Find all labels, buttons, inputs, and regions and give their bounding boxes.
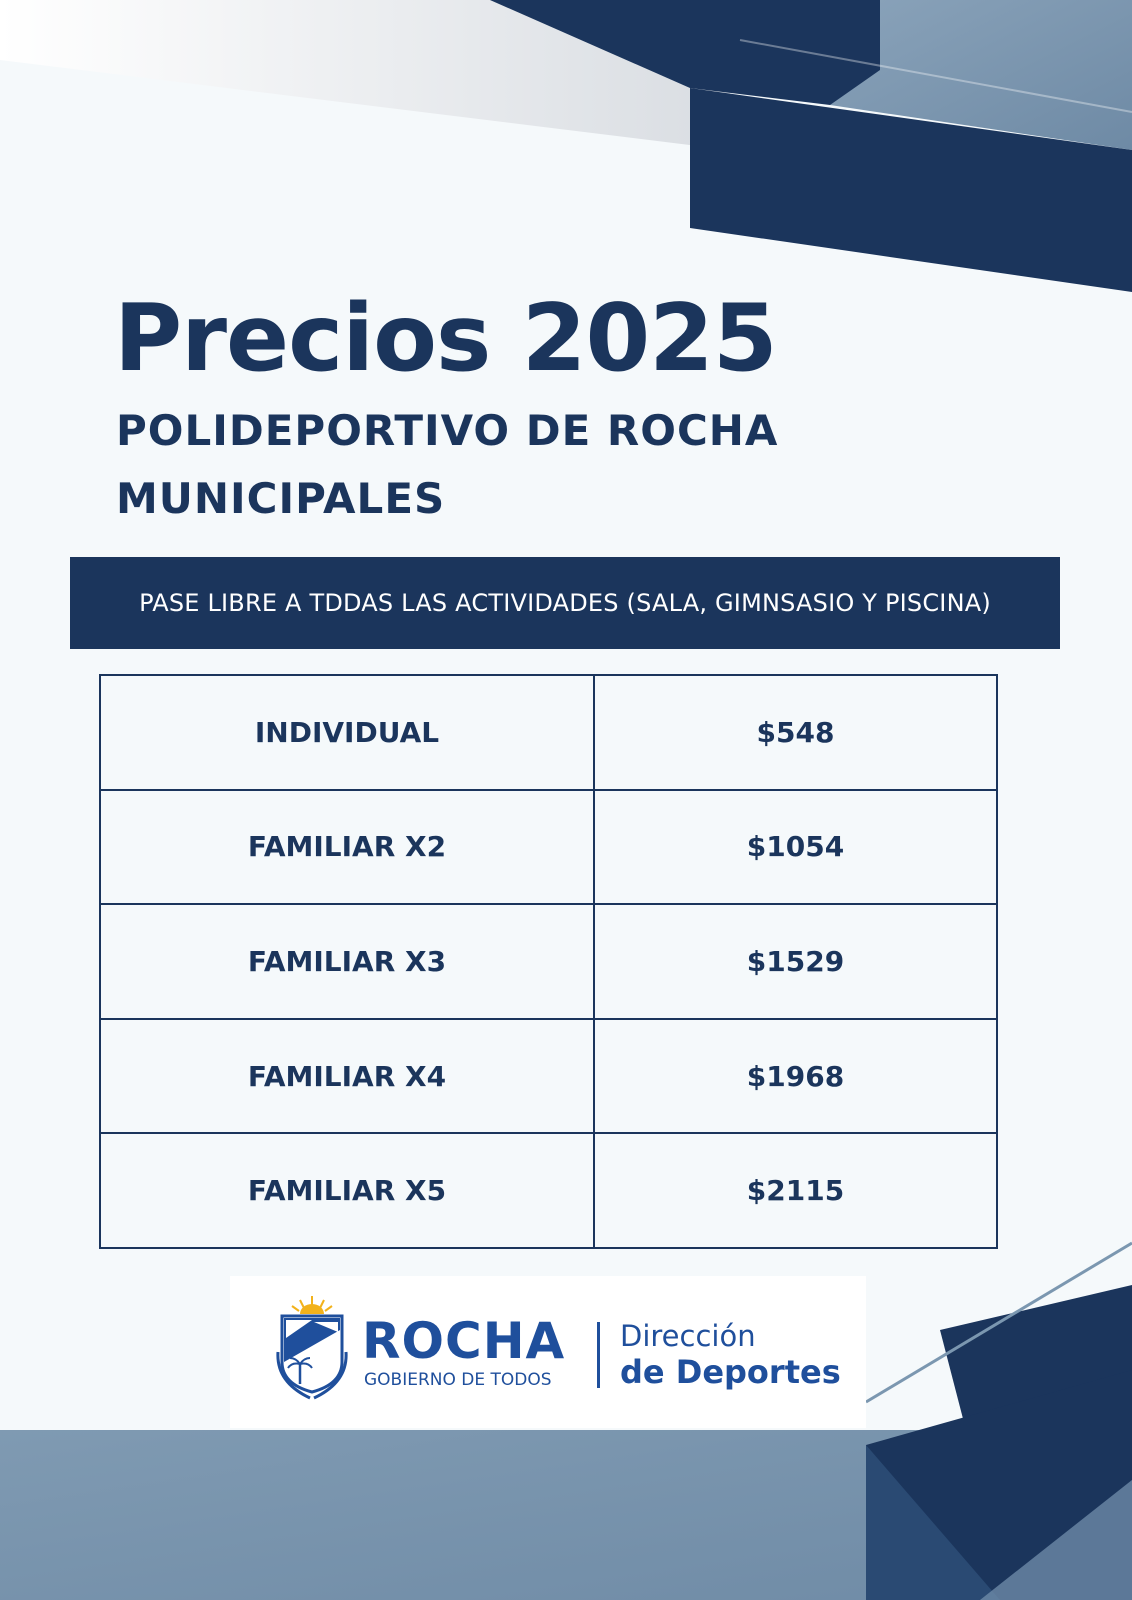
price-table <box>99 674 998 1249</box>
table-row <box>100 1019 997 1134</box>
footer-logo <box>230 1276 866 1428</box>
pass-banner-text: PASE LIBRE A TDDAS LAS ACTIVIDADES (SALA, GIMNSASIO Y PISCINA) <box>139 589 991 617</box>
plan-price: $1529 <box>594 904 997 1019</box>
logo-divider <box>597 1322 600 1388</box>
plan-price: $548 <box>594 675 997 790</box>
plan-name: FAMILIAR X2 <box>100 790 594 905</box>
brand-name: ROCHA <box>362 1312 566 1370</box>
plan-price: $1054 <box>594 790 997 905</box>
plan-price: $2115 <box>594 1133 997 1248</box>
pass-banner <box>70 557 1060 649</box>
category-subtitle: MUNICIPALES <box>116 474 446 523</box>
table-row <box>100 790 997 905</box>
brand-tagline: GOBIERNO DE TODOS <box>364 1370 552 1390</box>
table-row <box>100 904 997 1019</box>
plan-name: INDIVIDUAL <box>100 675 594 790</box>
coat-of-arms-icon <box>272 1292 352 1402</box>
page-title: Precios 2025 <box>114 284 777 392</box>
venue-subtitle: POLIDEPORTIVO DE ROCHA <box>116 406 779 455</box>
plan-name: FAMILIAR X5 <box>100 1133 594 1248</box>
department-line-1: Dirección <box>620 1319 756 1353</box>
plan-name: FAMILIAR X3 <box>100 904 594 1019</box>
plan-name: FAMILIAR X4 <box>100 1019 594 1134</box>
plan-price: $1968 <box>594 1019 997 1134</box>
table-row <box>100 675 997 790</box>
table-row <box>100 1133 997 1248</box>
department-line-2: de Deportes <box>620 1353 841 1391</box>
